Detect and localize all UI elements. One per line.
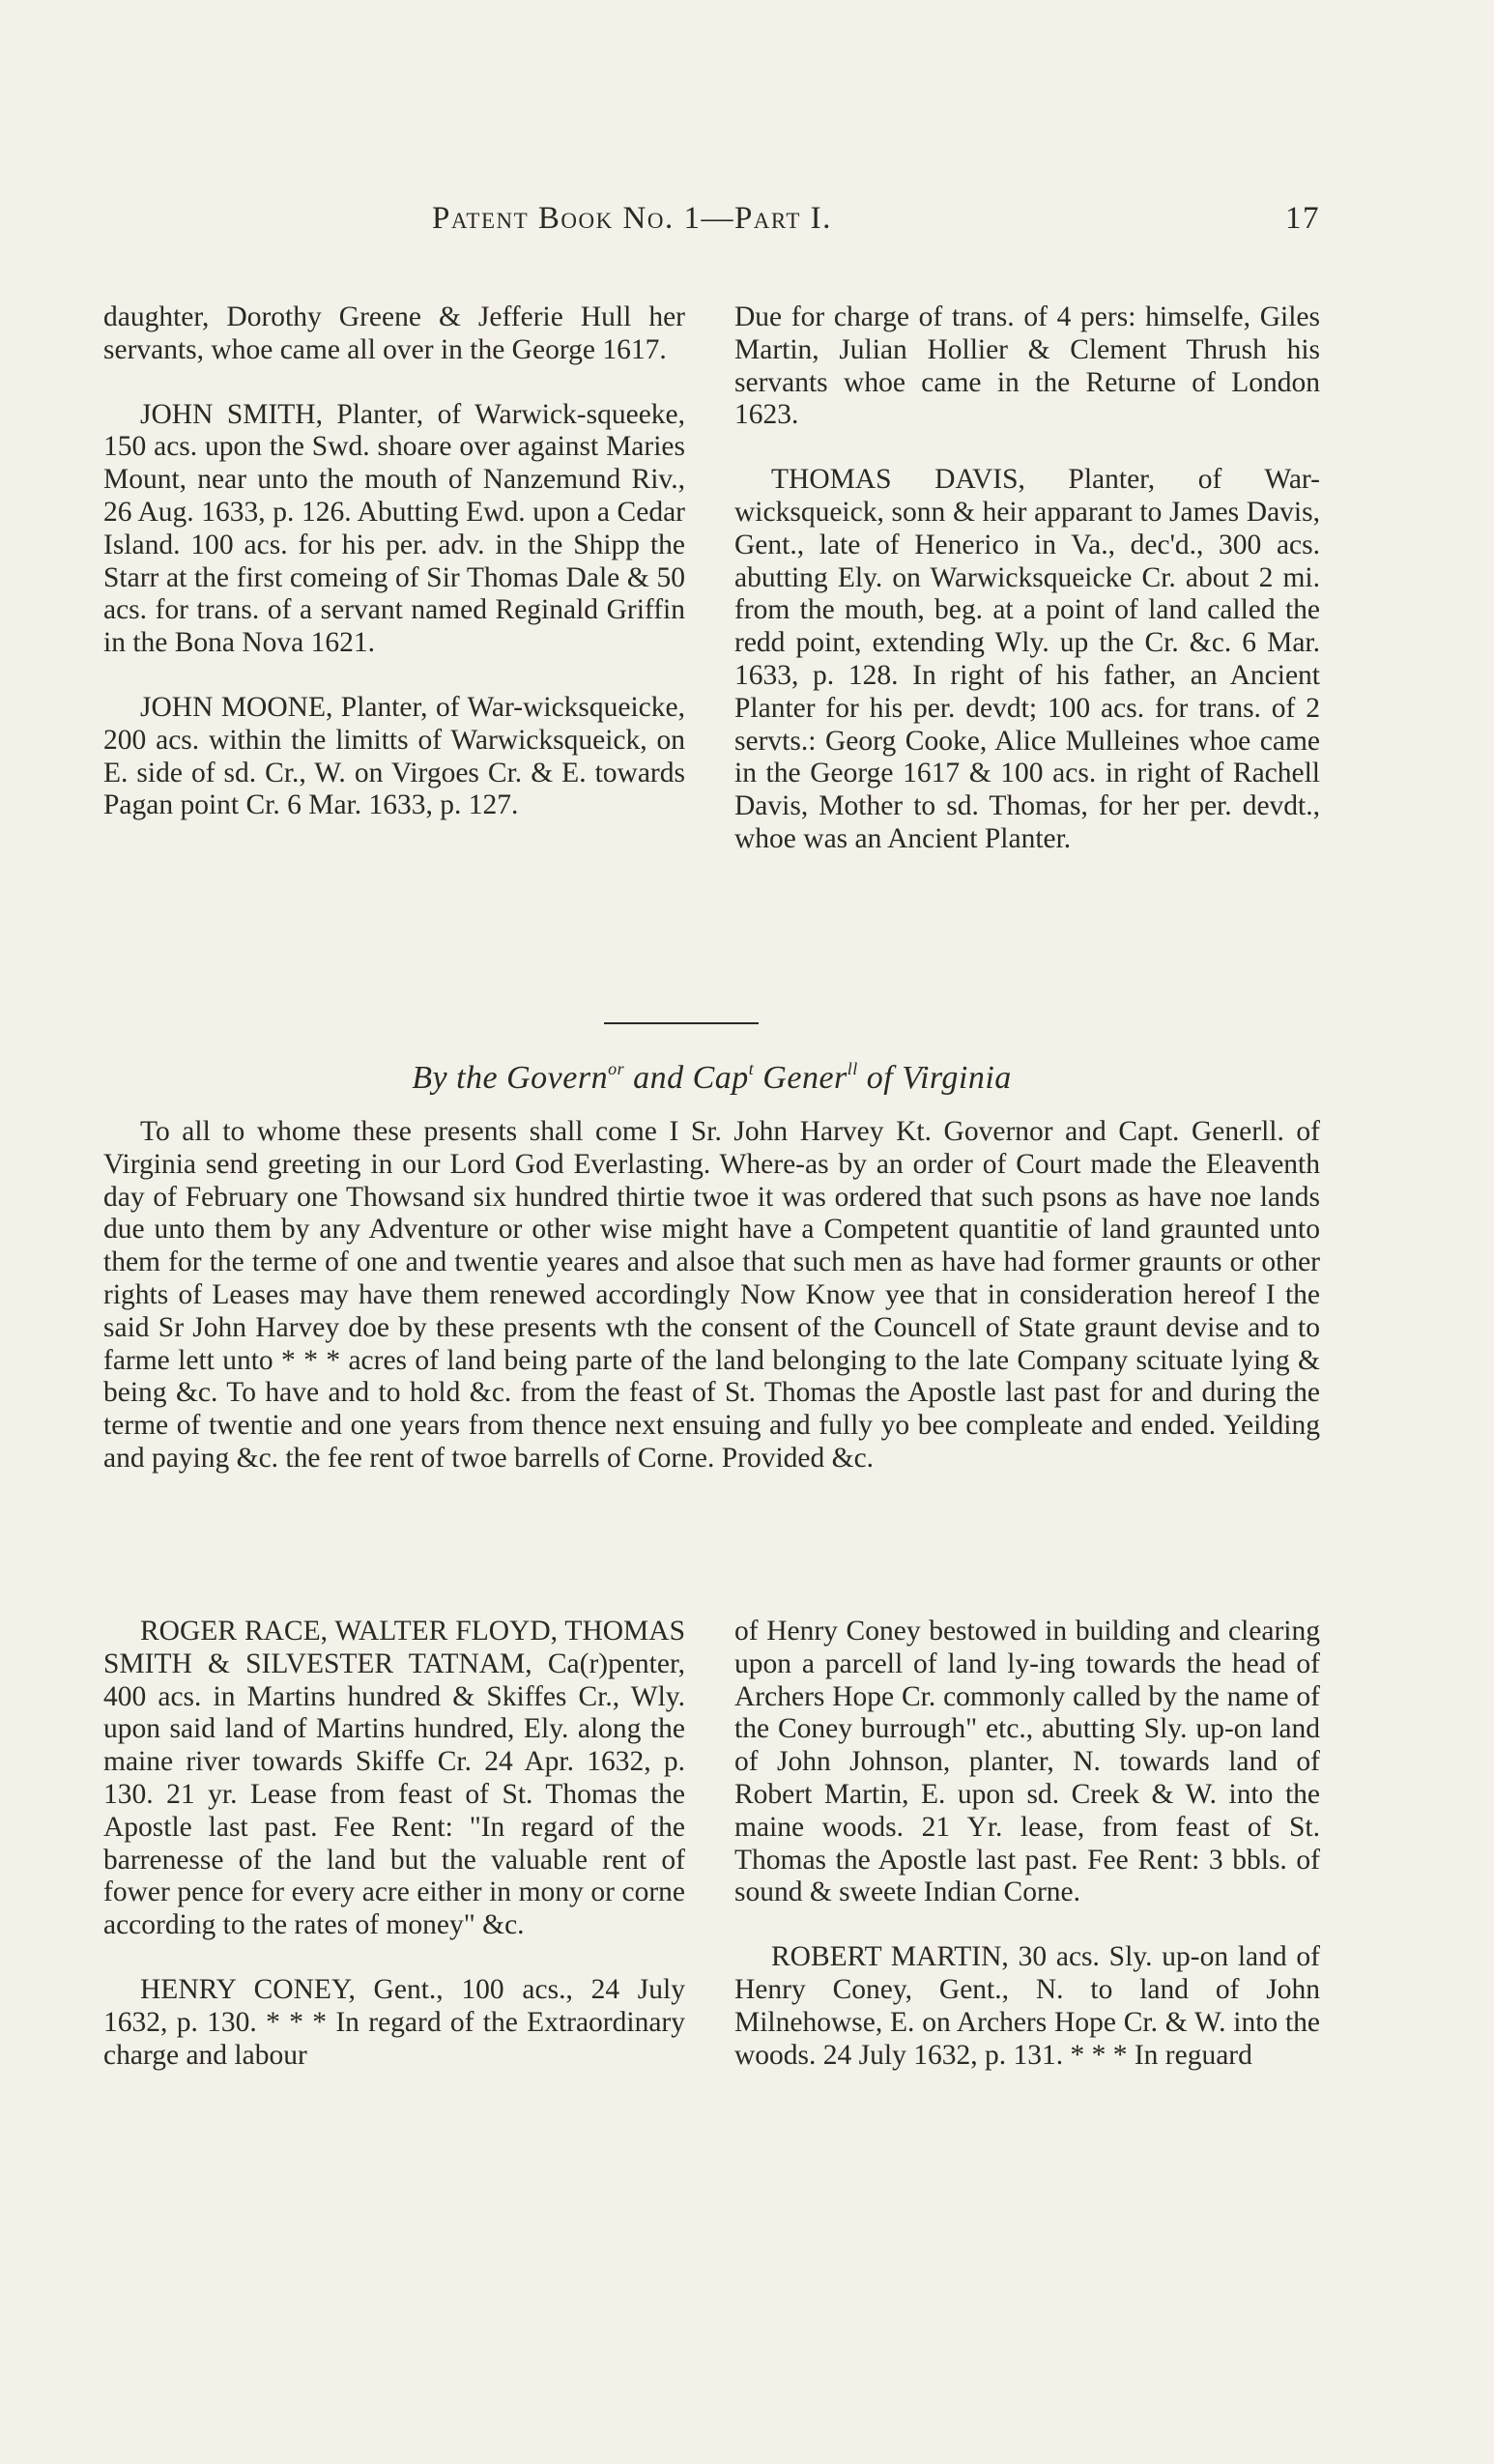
running-head [103,201,1320,249]
heading-part: By the Govern [412,1060,609,1096]
entry-john-moone: JOHN MOONE, Planter, of War-wicksqueicke, 200 acs. within the limitts of Warwicksqueick, on E. side of sd. Cr., W. on Virgoes Cr. & E. towards Pagan point Cr. 6 Mar. 1633, p. 127. [103,691,685,821]
running-head-title: Patent Book No. 1—Part I. [432,201,832,236]
heading-part: and Cap [624,1060,749,1096]
lower-right-column [734,1616,1320,2072]
heading-superscript: or [608,1059,625,1078]
entry-john-smith: JOHN SMITH, Planter, of Warwick-squeeke, 150 acs. upon the Swd. shoare over against Maries Mount, near unto the mouth of Nanzemund Riv., 26 Aug. 1633, p. 126. Abutting Ewd. upon a Cedar Island. 100 acs. for his per. adv. in the Shipp the Starr at the first comeing of Sir Thomas Dale & 50 acs. for trans. of a servant named Reginald Griffin in the Bona Nova 1621. [103,398,685,659]
upper-left-column [103,301,685,822]
heading-superscript: ll [847,1059,858,1078]
section-divider [604,1022,759,1024]
proclamation-body [103,1116,1320,1476]
lower-left-column [103,1616,685,2072]
heading-part: Gener [754,1060,848,1096]
entry-roger-race: ROGER RACE, WALTER FLOYD, THOMAS SMITH & SILVESTER TATNAM, Ca(r)penter, 400 acs. in Martins hundred & Skiffes Cr., Wly. upon said land of Martins hundred, Ely. along the maine river towards Skiffe Cr. 24 Apr. 1632, p. 130. 21 yr. Lease from feast of St. Thomas the Apostle last past. Fee Rent: "In regard of the barrenesse of the land but the valuable rent of fower pence for every acre either in mony or corne according to the rates of money" &c. [103,1616,685,1941]
proclamation-heading [103,1059,1320,1097]
page-number: 17 [1285,201,1320,236]
proclamation-text: To all to whome these presents shall come I Sr. John Harvey Kt. Governor and Capt. Generll. of Virginia send greeting in our Lord God Everlasting. Where-as by an order of Court made the Eleaventh day of February one Thowsand six hundred thirtie twoe it was ordered that such psons as have noe lands due unto them by any Adventure or other wise might have a Competent quantitie of land graunted unto them for the terme of one and twentie yeares and alsoe that such men as have had former graunts or other rights of Leases may have them renewed accordingly Now Know yee that in consideration hereof I the said Sr John Harvey doe by these presents wth the consent of the Councell of State graunt devise and to farme lett unto * * * acres of land being parte of the land belonging to the late Company scituate lying & being &c. To have and to hold &c. from the feast of St. Thomas the Apostle last past for and during the terme of twentie and one years from thence next ensuing and fully yo bee compleate and ended. Yeilding and paying &c. the fee rent of twoe barrells of Corne. Provided &c. [103,1116,1320,1474]
upper-right-column [734,301,1320,856]
entry-henry-coney: HENRY CONEY, Gent., 100 acs., 24 July 1632, p. 130. * * * In regard of the Extraordinary charge and labour [103,1973,685,2071]
heading-part: of Virginia [857,1060,1012,1096]
continuation-paragraph: daughter, Dorothy Greene & Jefferie Hull her servants, whoe came all over in the George 1617. [103,301,685,365]
entry-thomas-davis: THOMAS DAVIS, Planter, of War-wicksqueick, sonn & heir apparant to James Davis, Gent., late of Henerico in Va., dec'd., 300 acs. abutting Ely. on Warwicksqueicke Cr. about 2 mi. from the mouth, beg. at a point of land called the redd point, extending Wly. up the Cr. &c. 6 Mar. 1633, p. 128. In right of his father, an Ancient Planter for his per. devdt; 100 acs. for trans. of 2 servts.: Georg Cooke, Alice Mulleines whoe came in the George 1617 & 100 acs. in right of Rachell Davis, Mother to sd. Thomas, for her per. devdt., whoe was an Ancient Planter. [734,464,1320,854]
heading-superscript: t [748,1059,755,1078]
continuation-paragraph: of Henry Coney bestowed in building and clearing upon a parcell of land ly-ing towards the head of Archers Hope Cr. commonly called by the name of the Coney burrough" etc., abutting Sly. up-on land of John Johnson, planter, N. towards land of Robert Martin, E. upon sd. Creek & W. into the maine woods. 21 Yr. lease, from feast of St. Thomas the Apostle last past. Fee Rent: 3 bbls. of sound & sweete Indian Corne. [734,1616,1320,1908]
entry-robert-martin: ROBERT MARTIN, 30 acs. Sly. up-on land of Henry Coney, Gent., N. to land of John Milnehowse, E. on Archers Hope Cr. & W. into the woods. 24 July 1632, p. 131. * * * In reguard [734,1941,1320,2071]
continuation-paragraph: Due for charge of trans. of 4 pers: himselfe, Giles Martin, Julian Hollier & Clement Thrush his servants whoe came in the Returne of London 1623. [734,301,1320,431]
